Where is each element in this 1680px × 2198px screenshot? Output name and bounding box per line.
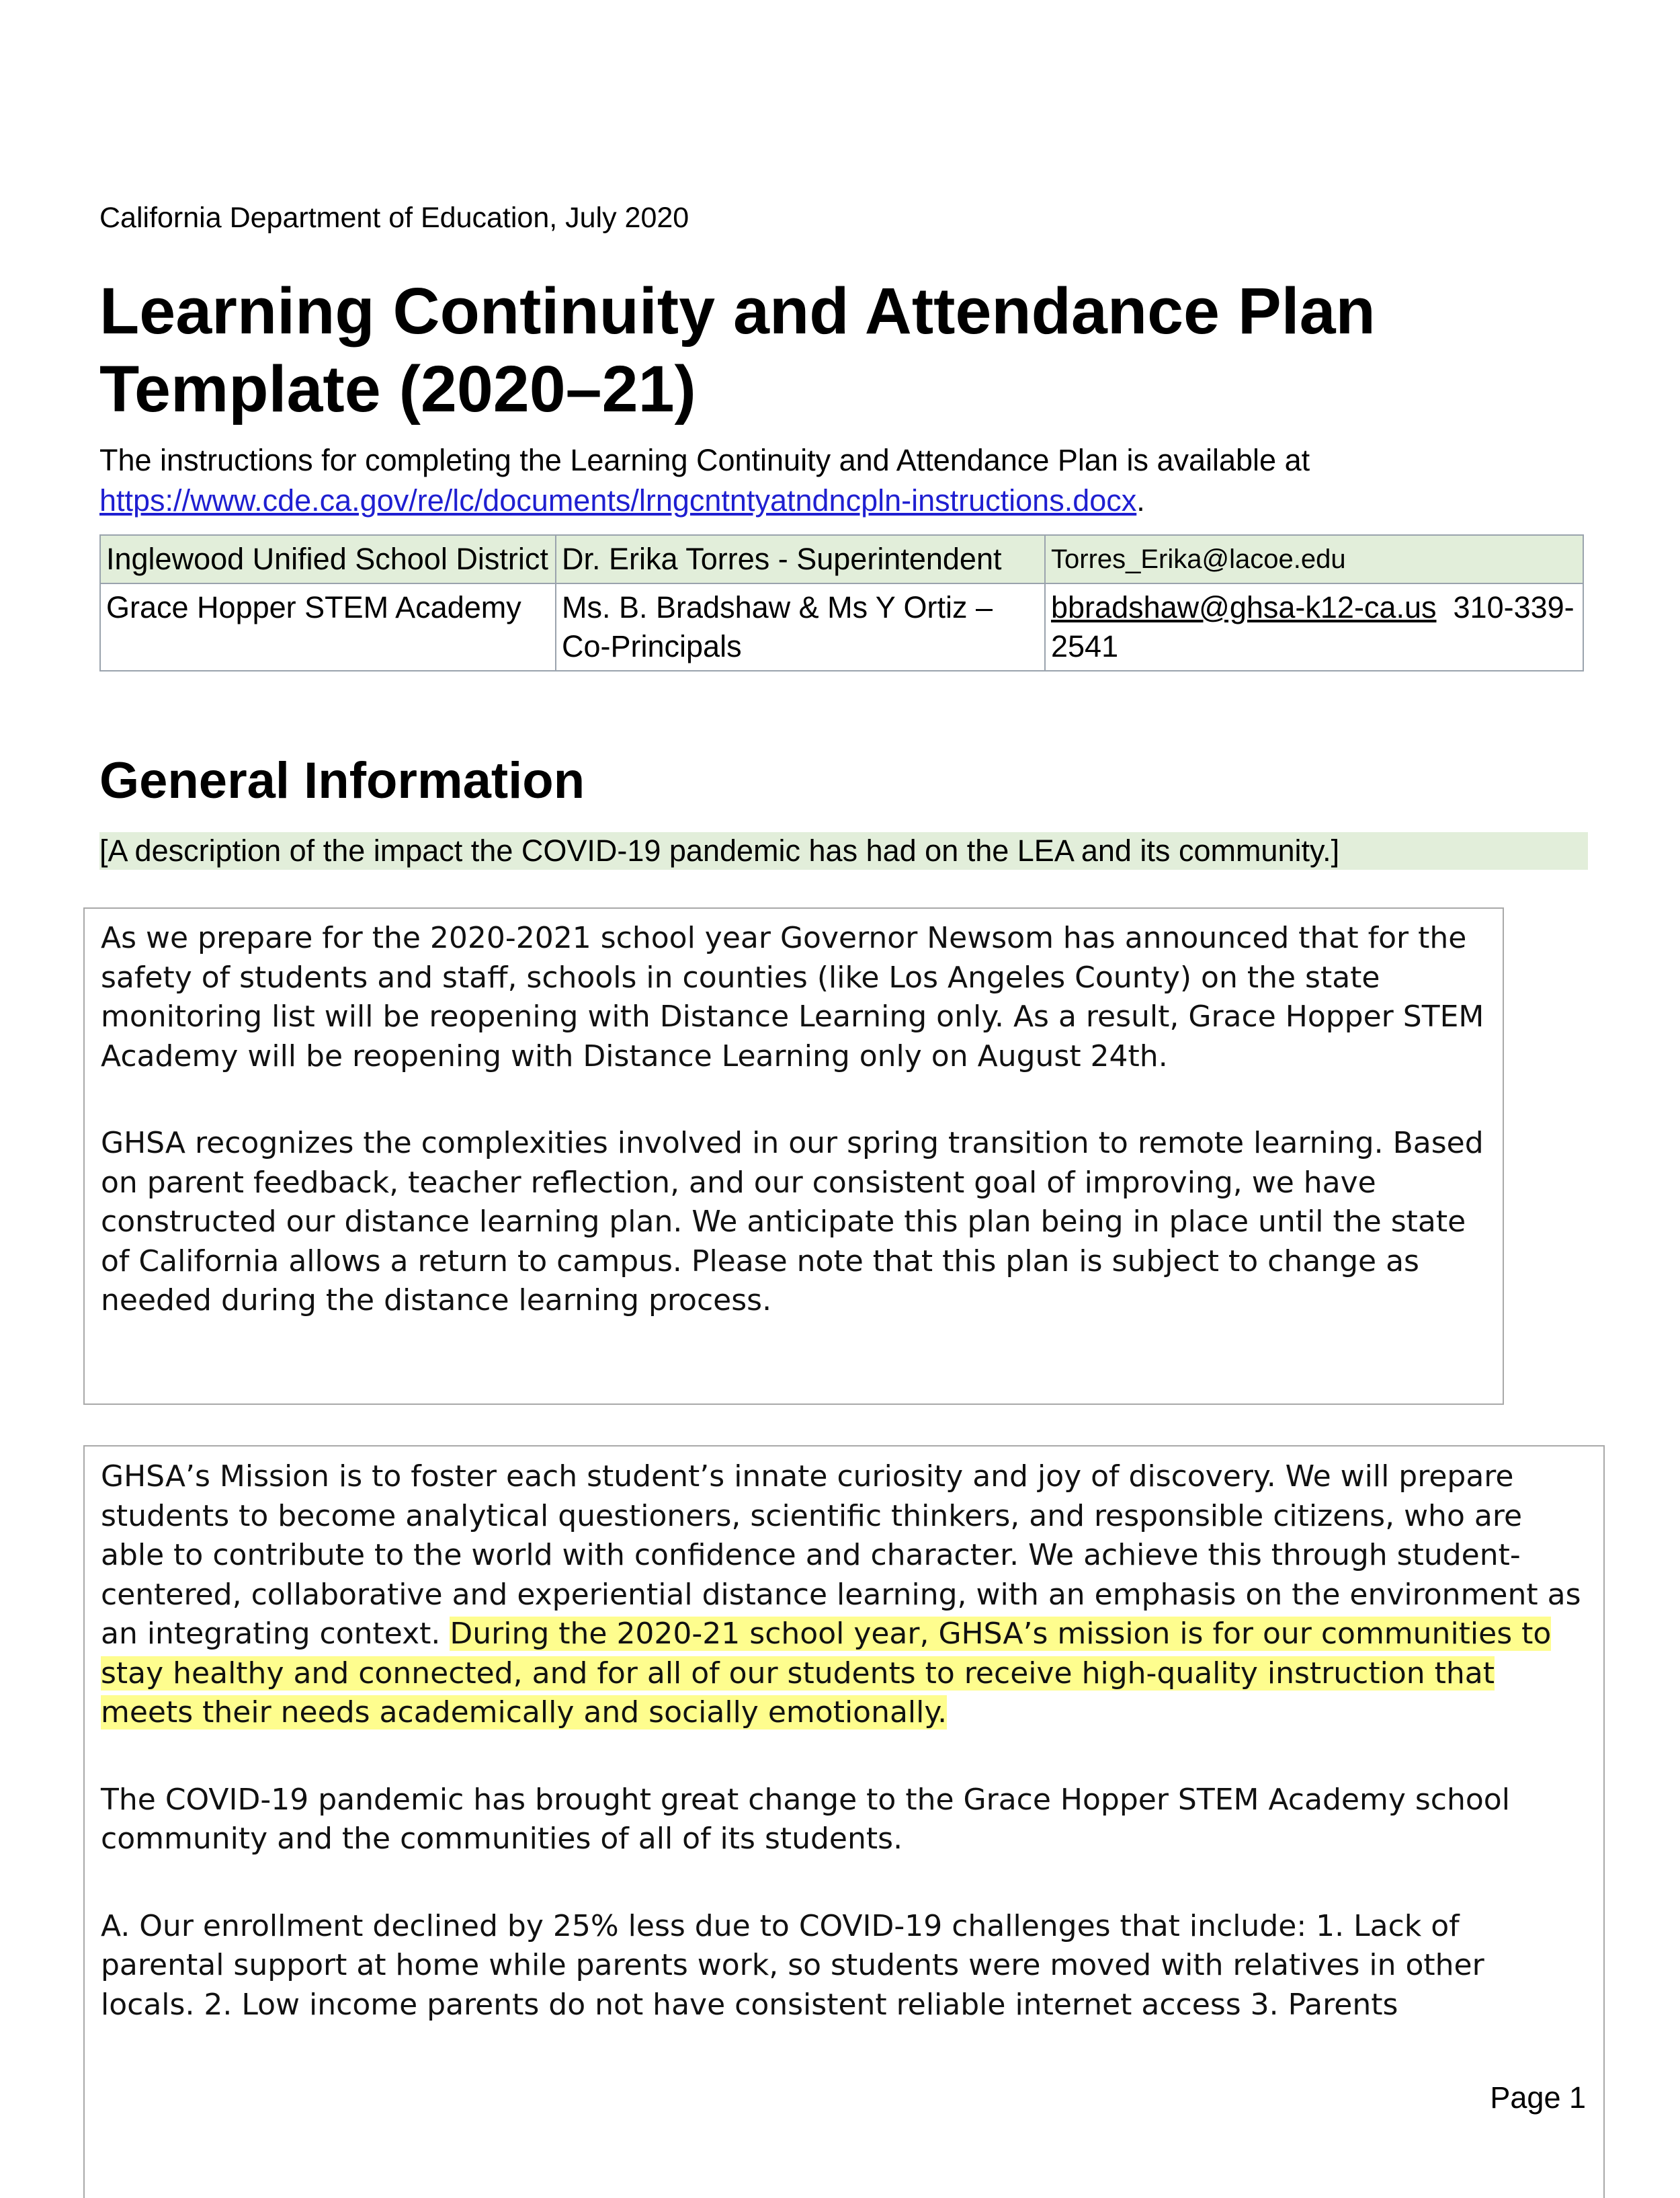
lea-name-cell: Grace Hopper STEM Academy — [100, 583, 556, 671]
title-line-1: Learning Continuity and Attendance Plan — [99, 274, 1376, 348]
table-row — [100, 535, 1583, 583]
mission-text: GHSA’s Mission is to foster each student’s innate curiosity and joy of discovery. We will prepare students to become analytical questioners, scientific thinkers, and responsible citizens, who are able to contribute to the world with confidence and character. We achieve this through student-centered, collaborative and experiential distance learning, with an emphasis on the environment as an integrating context. — [101, 1459, 1581, 1651]
page-number: Page 1 — [1490, 2080, 1586, 2115]
header-line: California Department of Education, July 2020 — [99, 202, 689, 234]
email-link[interactable]: bbradshaw@ghsa-k12-ca.us — [1051, 590, 1437, 624]
instructions-paragraph — [99, 440, 1611, 521]
section-prompt: [A description of the impact the COVID-19 pandemic has had on the LEA and its community.] — [99, 832, 1588, 870]
instructions-link[interactable]: https://www.cde.ca.gov/re/lc/documents/lrngcntntyatndncpln-instructions.docx — [99, 483, 1137, 518]
lea-name-cell: Inglewood Unified School District — [100, 535, 556, 583]
response-box-1 — [83, 907, 1504, 1405]
contact-name-cell: Ms. B. Bradshaw & Ms Y Ortiz – Co-Principals — [556, 583, 1045, 671]
email-phone-cell — [1045, 583, 1583, 671]
page-title — [99, 272, 1578, 428]
instructions-text: The instructions for completing the Learning Continuity and Attendance Plan is available at — [99, 443, 1310, 477]
title-line-2: Template (2020–21) — [99, 352, 696, 425]
paragraph: The COVID-19 pandemic has brought great change to the Grace Hopper STEM Academy school community and the communities of all of its students. — [101, 1782, 1510, 1856]
mission-paragraph — [101, 1457, 1587, 1733]
table-row — [100, 583, 1583, 671]
phone-text: 310-339-2541 — [1051, 590, 1574, 663]
instructions-period: . — [1136, 483, 1145, 518]
email-cell: Torres_Erika@lacoe.edu — [1045, 535, 1583, 583]
response-box-2 — [83, 1445, 1605, 2198]
lea-contact-table — [99, 534, 1584, 671]
paragraph: As we prepare for the 2020-2021 school year Governor Newsom has announced that for the safety of students and staff, schools in counties (like Los Angeles County) on the state monitoring list will be reopening with Distance Learning only. As a result, Grace Hopper STEM Academy will be reopening with Distance Learning only on August 24th. — [101, 921, 1484, 1073]
contact-name-cell: Dr. Erika Torres - Superintendent — [556, 535, 1045, 583]
mission-highlight: During the 2020-21 school year, GHSA’s mission is for our communities to stay healthy and connected, and for all of our students to receive high-quality instruction that meets their needs academically and socially emotionally. — [101, 1617, 1552, 1729]
paragraph: A. Our enrollment declined by 25% less due to COVID-19 challenges that include: 1. Lack of parental support at home while parents work, so students were moved with relatives in other locals. 2. Low income parents do not have consistent reliable internet access 3. Parents — [101, 1908, 1484, 2022]
section-heading: General Information — [99, 752, 585, 809]
paragraph: GHSA recognizes the complexities involved in our spring transition to remote learning. Based on parent feedback, teacher reflection, and our consistent goal of improving, we have constructed our distance learning plan. We anticipate this plan being in place until the state of California allows a return to campus. Please note that this plan is subject to change as needed during the distance learning process. — [101, 1126, 1484, 1317]
